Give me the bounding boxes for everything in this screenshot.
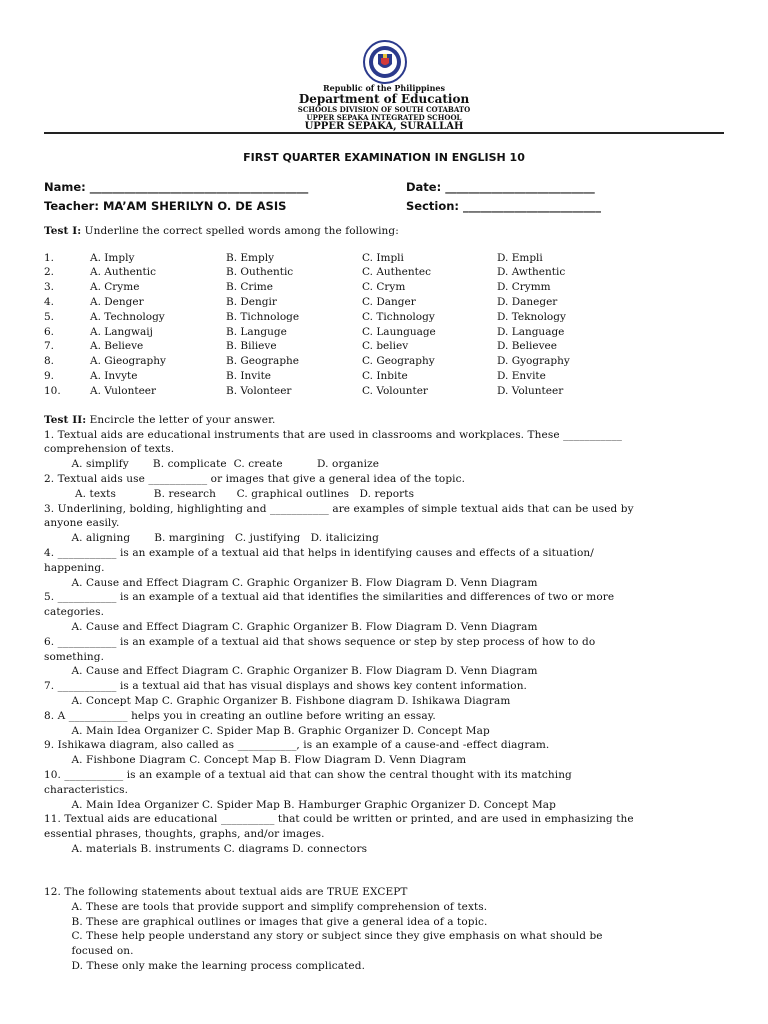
- question-line: 2. Textual aids use ___________ or images that give a general idea of the topic.: [44, 472, 466, 485]
- option-b: B. Dengir: [226, 295, 277, 308]
- question-line: 7. ___________ is a textual aid that has visual displays and shows key content information.: [44, 680, 527, 693]
- option-a: A. Believe: [90, 340, 144, 353]
- choices-line: A. Main Idea Organizer C. Spider Map B. Graphic Organizer D. Concept Map: [44, 724, 490, 737]
- option-a: A. Cryme: [90, 281, 140, 294]
- section-field: Section: ________________________: [406, 199, 602, 213]
- option-d: D. Awthentic: [497, 266, 566, 279]
- item-number: 9.: [44, 369, 55, 382]
- option-c: C. Launguage: [362, 325, 436, 338]
- question-line: 5. ___________ is an example of a textual aid that identifies the similarities and differences of two or more: [44, 591, 615, 604]
- option-d: D. Believee: [497, 340, 557, 353]
- question-line: 12. The following statements about textual aids are TRUE EXCEPT: [44, 886, 408, 898]
- test2-label: Test II:: [44, 414, 87, 426]
- option-c: C. believ: [362, 340, 409, 353]
- option-b: B. Volonteer: [226, 384, 292, 397]
- option-c: C. Authentec: [362, 266, 431, 279]
- option-c: C. Danger: [362, 295, 416, 308]
- item-number: 5.: [44, 310, 55, 323]
- question-line: happening.: [44, 561, 105, 574]
- item-number: 4.: [44, 295, 55, 308]
- choices-line: focused on.: [44, 945, 134, 958]
- option-a: A. Langwaij: [90, 325, 153, 338]
- item-number: 10.: [44, 384, 61, 397]
- option-a: A. Imply: [90, 251, 135, 264]
- option-c: C. Geography: [362, 355, 435, 368]
- option-b: B. Geographe: [226, 355, 300, 368]
- option-d: D. Crymm: [497, 281, 551, 294]
- choices-line: A. Fishbone Diagram C. Concept Map B. Flow Diagram D. Venn Diagram: [44, 754, 467, 767]
- question-line: 9. Ishikawa diagram, also called as ___________, is an example of a cause-and -effect diagram.: [44, 739, 550, 752]
- question-line: categories.: [44, 606, 105, 619]
- option-a: A. Gieography: [90, 355, 166, 368]
- option-a: A. Invyte: [90, 369, 138, 382]
- option-a: A. Authentic: [90, 266, 157, 279]
- question-line: 6. ___________ is an example of a textual aid that shows sequence or step by step process of how to do: [44, 635, 596, 648]
- option-c: C. Tichnology: [362, 310, 435, 323]
- option-b: B. Outhentic: [226, 266, 294, 279]
- option-c: C. Crym: [362, 281, 406, 294]
- item-number: 3.: [44, 281, 55, 294]
- option-d: D. Teknology: [497, 310, 566, 323]
- header-republic: Republic of the Philippines: [322, 83, 445, 93]
- option-d: D. Language: [497, 325, 565, 338]
- test2-instruction: Encircle the letter of your answer.: [86, 414, 276, 426]
- question-line: comprehension of texts.: [44, 443, 175, 456]
- item-number: 8.: [44, 355, 55, 368]
- choices-line: B. These are graphical outlines or images that give a general idea of a topic.: [44, 915, 488, 928]
- option-a: A. Denger: [90, 295, 144, 308]
- choices-line: A. aligning B. margining C. justifying D. italicizing: [44, 532, 379, 545]
- choices-line: A. Main Idea Organizer C. Spider Map B. Hamburger Graphic Organizer D. Concept Map: [44, 798, 556, 811]
- choices-line: C. These help people understand any story or subject since they give emphasis on what should be: [44, 930, 603, 943]
- option-b: B. Tichnologe: [226, 310, 300, 323]
- choices-line: A. materials B. instruments C. diagrams D. connectors: [44, 842, 368, 855]
- choices-line: A. Concept Map C. Graphic Organizer B. Fishbone diagram D. Ishikawa Diagram: [44, 694, 511, 707]
- header-school: UPPER SEPAKA INTEGRATED SCHOOL: [306, 113, 462, 122]
- option-b: B. Bilieve: [226, 340, 277, 353]
- exam-title: FIRST QUARTER EXAMINATION IN ENGLISH 10: [243, 151, 525, 164]
- question-line: 8. A ___________ helps you in creating an outline before writing an essay.: [44, 709, 436, 722]
- teacher-field: Teacher: MA’AM SHERILYN O. DE ASIS: [44, 199, 287, 213]
- date-field: Date: __________________________: [406, 180, 595, 194]
- choices-line: A. Cause and Effect Diagram C. Graphic Organizer B. Flow Diagram D. Venn Diagram: [44, 620, 538, 633]
- question-line: characteristics.: [44, 783, 129, 796]
- choices-line: A. Cause and Effect Diagram C. Graphic Organizer B. Flow Diagram D. Venn Diagram: [44, 576, 538, 589]
- option-d: D. Empli: [497, 251, 543, 264]
- item-number: 2.: [44, 266, 55, 279]
- test1-instruction: Underline the correct spelled words among the following:: [81, 225, 399, 237]
- option-a: A. Vulonteer: [90, 384, 157, 397]
- test2-heading: [44, 413, 275, 428]
- option-b: B. Invite: [226, 369, 272, 382]
- name-field: Name: ______________________________________: [44, 180, 309, 194]
- item-number: 1.: [44, 251, 55, 264]
- question-line: 4. ___________ is an example of a textual aid that helps in identifying causes and effects of a situation/: [44, 546, 594, 559]
- option-d: D. Gyography: [497, 355, 570, 368]
- option-c: C. Impli: [362, 251, 404, 264]
- question-line: 3. Underlining, bolding, highlighting and ___________ are examples of simple textual aids that can be used by: [44, 502, 634, 515]
- question-line: 1. Textual aids are educational instruments that are used in classrooms and workplaces. These ___________: [44, 428, 622, 441]
- option-c: C. Inbite: [362, 369, 408, 382]
- header-divider: [44, 132, 724, 134]
- question-line: essential phrases, thoughts, graphs, and/or images.: [44, 828, 325, 841]
- question-line: something.: [44, 650, 105, 663]
- choices-line: A. Cause and Effect Diagram C. Graphic Organizer B. Flow Diagram D. Venn Diagram: [44, 665, 538, 678]
- option-b: B. Crime: [226, 281, 273, 294]
- question-line: 10. ___________ is an example of a textual aid that can show the central thought with its matching: [44, 768, 572, 781]
- item-number: 6.: [44, 325, 55, 338]
- deped-seal-icon: [354, 40, 416, 84]
- choices-line: A. These are tools that provide support and simplify comprehension of texts.: [44, 900, 488, 913]
- choices-line: A. texts B. research C. graphical outlines D. reports: [44, 487, 415, 500]
- option-b: B. Emply: [226, 251, 275, 264]
- header-place: UPPER SEPAKA, SURALLAH: [304, 121, 464, 132]
- choices-line: D. These only make the learning process complicated.: [44, 960, 366, 972]
- choices-line: A. simplify B. complicate C. create D. organize: [44, 458, 380, 471]
- header-division: SCHOOLS DIVISION OF SOUTH COTABATO: [297, 105, 471, 114]
- option-a: A. Technology: [90, 310, 165, 323]
- option-c: C. Volounter: [362, 384, 428, 397]
- option-d: D. Daneger: [497, 295, 558, 308]
- item-number: 7.: [44, 340, 55, 353]
- question-line: anyone easily.: [44, 517, 120, 530]
- option-b: B. Languge: [226, 325, 287, 338]
- test1-label: Test I:: [44, 225, 82, 237]
- header-department: Department of Education: [298, 92, 470, 106]
- option-d: D. Volunteer: [497, 384, 564, 397]
- test1-heading: [44, 224, 399, 239]
- option-d: D. Envite: [497, 369, 546, 382]
- question-line: 11. Textual aids are educational __________ that could be written or printed, and are used in emphasizing the: [44, 813, 634, 826]
